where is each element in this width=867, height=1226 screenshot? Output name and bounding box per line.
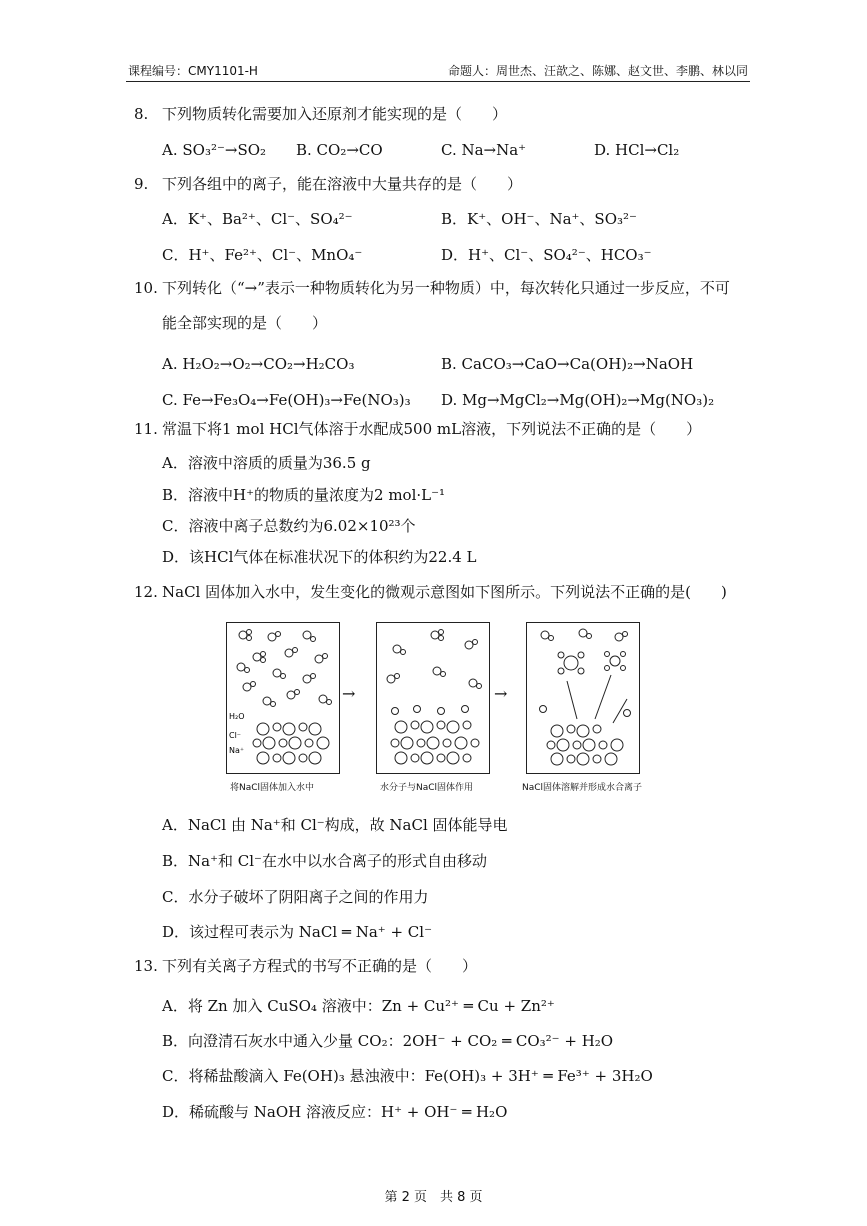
page-header <box>128 62 748 80</box>
q12-stem: NaCl 固体加入水中，发生变化的微观示意图如下图所示。下列说法不正确的是( ) <box>162 583 727 601</box>
q13-option-b: B．向澄清石灰水中通入少量 CO₂：2OH⁻ + CO₂ ═ CO₃²⁻ + H₂O <box>162 1032 614 1050</box>
q11-option-d: D．该HCl气体在标准状况下的体积约为22.4 L <box>162 548 477 566</box>
caption-panel-1: 将NaCl固体加入水中 <box>230 783 315 793</box>
q9-option-d: D．H⁺、Cl⁻、SO₄²⁻、HCO₃⁻ <box>441 246 652 264</box>
q13-option-a: A．将 Zn 加入 CuSO₄ 溶液中：Zn + Cu²⁺ ═ Cu + Zn²⁺ <box>162 997 555 1015</box>
q10-option-a: A. H₂O₂→O₂→CO₂→H₂CO₃ <box>162 355 355 373</box>
nacl-dissolution-figure <box>222 622 670 800</box>
q9-option-a: A．K⁺、Ba²⁺、Cl⁻、SO₄²⁻ <box>162 210 353 228</box>
q9-stem: 下列各组中的离子，能在溶液中大量共存的是（ ） <box>162 175 523 193</box>
caption-panel-3: NaCl固体溶解并形成水合离子 <box>522 783 643 793</box>
q8-option-b: B. CO₂→CO <box>296 141 383 159</box>
q8-number: 8. <box>134 105 149 123</box>
q11-stem: 常温下将1 mol HCl气体溶于水配成500 mL溶液，下列说法不正确的是（ ） <box>162 420 702 438</box>
q9-option-c: C．H⁺、Fe²⁺、Cl⁻、MnO₄⁻ <box>162 246 363 264</box>
q10-stem-line1: 下列转化（“→”表示一种物质转化为另一种物质）中，每次转化只通过一步反应，不可 <box>162 279 730 297</box>
q12-option-c: C．水分子破坏了阴阳离子之间的作用力 <box>162 888 429 906</box>
h2o-label: H₂O <box>229 712 245 721</box>
q13-number: 13. <box>134 957 158 975</box>
q11-option-b: B．溶液中H⁺的物质的量浓度为2 mol·L⁻¹ <box>162 486 446 504</box>
q12-number: 12. <box>134 583 158 601</box>
q10-option-b: B. CaCO₃→CaO→Ca(OH)₂→NaOH <box>441 355 694 373</box>
course-code: 课程编号：CMY1101-H <box>128 64 258 78</box>
q10-stem-line2: 能全部实现的是（ ） <box>162 314 328 332</box>
q12-option-a: A．NaCl 由 Na⁺和 Cl⁻构成，故 NaCl 固体能导电 <box>162 816 508 834</box>
q12-option-d: D．该过程可表示为 NaCl ═ Na⁺ + Cl⁻ <box>162 923 432 941</box>
q8-option-c: C. Na→Na⁺ <box>441 141 527 159</box>
q13-option-c: C．将稀盐酸滴入 Fe(OH)₃ 悬浊液中：Fe(OH)₃ + 3H⁺ ═ Fe³⁺ + 3H₂O <box>162 1067 653 1085</box>
q13-stem: 下列有关离子方程式的书写不正确的是（ ） <box>162 957 478 975</box>
q8-option-d: D. HCl→Cl₂ <box>594 141 680 159</box>
arrow-right-icon: → <box>494 684 508 703</box>
q10-number: 10. <box>134 279 158 297</box>
page-footer: 第 2 页 共 8 页 <box>384 1190 483 1205</box>
panel-2-drawing <box>377 623 489 773</box>
arrow-right-icon: → <box>342 684 356 703</box>
panel-hydrated-ions <box>526 622 640 774</box>
panel-nacl-added <box>226 622 340 774</box>
author-list: 命题人：周世杰、汪歆之、陈娜、赵文世、李鹏、林以同 <box>447 64 748 78</box>
q9-number: 9. <box>134 175 149 193</box>
q12-option-b: B．Na⁺和 Cl⁻在水中以水合离子的形式自由移动 <box>162 852 487 870</box>
q13-option-d: D．稀硫酸与 NaOH 溶液反应：H⁺ + OH⁻ ═ H₂O <box>162 1103 508 1121</box>
q8-stem: 下列物质转化需要加入还原剂才能实现的是（ ） <box>162 105 508 123</box>
q10-option-d: D. Mg→MgCl₂→Mg(OH)₂→Mg(NO₃)₂ <box>441 391 715 409</box>
q11-option-a: A．溶液中溶质的质量为36.5 g <box>162 454 371 472</box>
caption-panel-2: 水分子与NaCl固体作用 <box>380 783 474 793</box>
panel-water-interacts <box>376 622 490 774</box>
q10-option-c: C. Fe→Fe₃O₄→Fe(OH)₃→Fe(NO₃)₃ <box>162 391 411 409</box>
cl-label: Cl⁻ <box>229 731 242 740</box>
q9-option-b: B．K⁺、OH⁻、Na⁺、SO₃²⁻ <box>441 210 637 228</box>
header-rule <box>126 81 750 82</box>
panel-1-drawing <box>227 623 339 773</box>
q11-option-c: C．溶液中离子总数约为6.02×10²³个 <box>162 517 416 535</box>
panel-3-drawing <box>527 623 639 773</box>
q11-number: 11. <box>134 420 158 438</box>
na-label: Na⁺ <box>229 746 245 755</box>
q8-option-a: A. SO₃²⁻→SO₂ <box>162 141 267 159</box>
